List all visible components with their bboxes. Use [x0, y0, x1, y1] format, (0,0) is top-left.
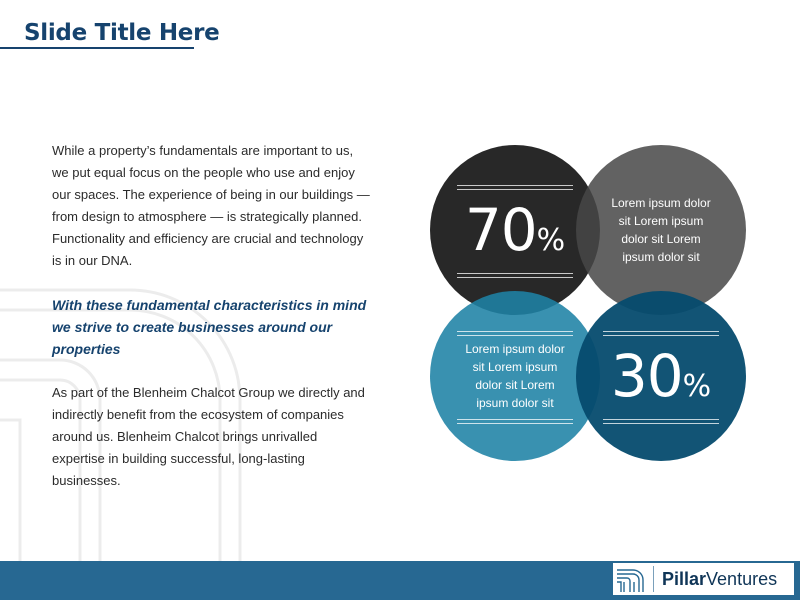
stat-30-percent — [611, 342, 711, 410]
stat-circles — [430, 145, 750, 465]
circle-rule-top — [603, 331, 719, 336]
logo-divider — [653, 566, 654, 592]
circle-rule-bottom — [457, 419, 573, 424]
body-copy — [52, 140, 370, 492]
pillar-logo-icon — [615, 564, 649, 594]
brand-name — [662, 569, 777, 590]
circle-top-right — [576, 145, 746, 315]
stat-percent-sign: % — [536, 223, 566, 258]
circle-text: Lorem ipsum dolor sit Lorem ipsum dolor sit Lorem ipsum dolor sit — [465, 342, 565, 410]
group-paragraph: As part of the Blenheim Chalcot Group we directly and indirectly benefit from the ecosystem of companies around us. Blenheim Chalcot brings unrivalled expertise in building successful, long-lasting businesses. — [52, 385, 365, 488]
circle-text: Lorem ipsum dolor sit Lorem ipsum dolor sit Lorem ipsum dolor sit — [611, 196, 711, 264]
stat-number: 30 — [610, 342, 683, 410]
circle-top-left — [430, 145, 600, 315]
circle-rule-top — [457, 185, 573, 190]
stat-70-percent — [465, 196, 565, 264]
brand-logo — [612, 562, 795, 596]
stat-percent-sign: % — [682, 369, 712, 404]
stat-number: 70 — [464, 196, 537, 264]
circle-rule-bottom — [457, 273, 573, 278]
brand-name-regular: Ventures — [706, 568, 778, 589]
circle-bottom-left — [430, 291, 600, 461]
slide-title: Slide Title Here — [24, 20, 220, 46]
intro-paragraph: While a property’s fundamentals are important to us, we put equal focus on the people who use and enjoy our spaces. The experience of being in our buildings — from design to atmosphere — is strategically planned. Functionality and efficiency are crucial and technology is in our DNA. — [52, 143, 370, 268]
highlight-paragraph: With these fundamental characteristics in mind we strive to create businesses around our properties — [52, 297, 367, 357]
circle-rule-bottom — [603, 419, 719, 424]
title-underline — [0, 47, 194, 49]
circle-bottom-right — [576, 291, 746, 461]
brand-name-bold: Pillar — [662, 568, 707, 589]
circle-rule-top — [457, 331, 573, 336]
